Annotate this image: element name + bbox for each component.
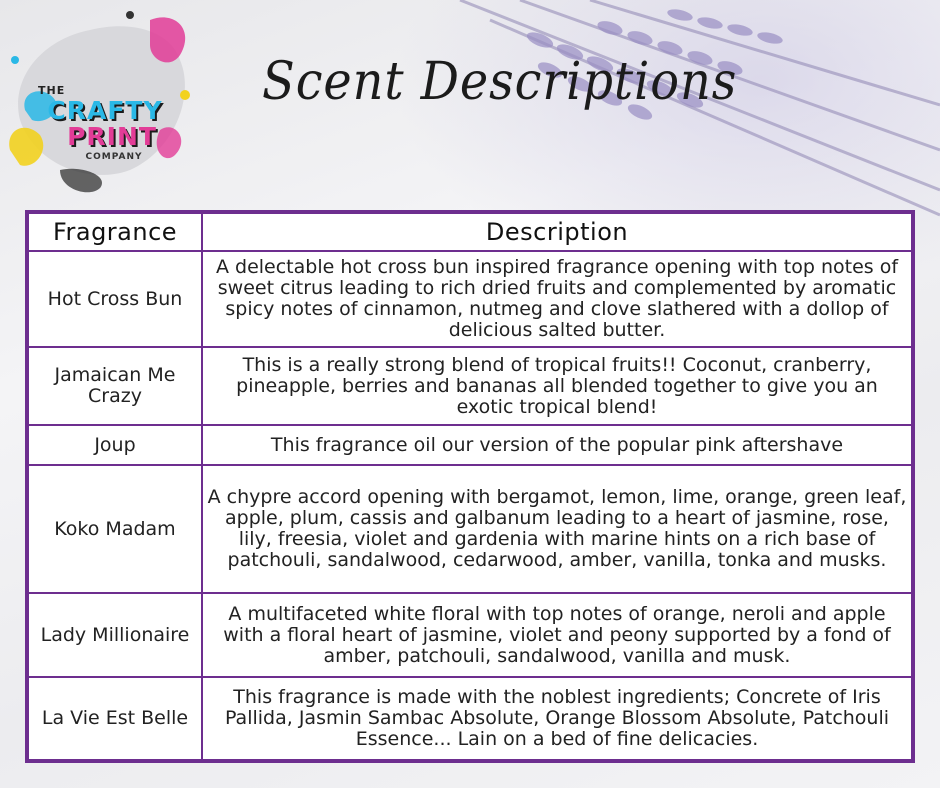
description-cell: A multifaceted white floral with top notes of orange, neroli and apple with a floral heart of jasmine, violet and peony supported by a fond of amber, patchouli, sandalwood, vanilla and musk. [202, 593, 912, 677]
fragrance-cell: Jamaican Me Crazy [28, 347, 202, 425]
description-cell: A chypre accord opening with bergamot, lemon, lime, orange, green leaf, apple, plum, cassis and galbanum leading to a heart of jasmine, rose, lily, freesia, violet and gardenia with marine hints on a rich base of patchouli, sandalwood, cedarwood, amber, vanilla, tonka and musks. [202, 465, 912, 593]
description-cell: This fragrance oil our version of the popular pink aftershave [202, 425, 912, 465]
fragrance-cell: Hot Cross Bun [28, 251, 202, 347]
table-row [28, 465, 912, 593]
table-row [28, 347, 912, 425]
logo-crafty-text: CRAFTY [47, 96, 163, 125]
description-cell: A delectable hot cross bun inspired fragrance opening with top notes of sweet citrus leading to rich dried fruits and complemented by aromatic spicy notes of cinnamon, nutmeg and clove slathered with a dollop of delicious salted butter. [202, 251, 912, 347]
description-cell: This fragrance is made with the noblest ingredients; Concrete of Iris Pallida, Jasmin Sambac Absolute, Orange Blossom Absolute, Patchouli Essence... Lain on a bed of fine delicacies. [202, 677, 912, 760]
header-description: Description [202, 213, 912, 251]
fragrance-cell: Koko Madam [28, 465, 202, 593]
table-header-row [28, 213, 912, 251]
fragrance-cell: La Vie Est Belle [28, 677, 202, 760]
scent-table [27, 212, 913, 761]
logo-the-text: THE [38, 84, 66, 97]
fragrance-cell: Joup [28, 425, 202, 465]
fragrance-cell: Lady Millionaire [28, 593, 202, 677]
table-row [28, 593, 912, 677]
description-cell: This is a really strong blend of tropical fruits!! Coconut, cranberry, pineapple, berries and bananas all blended together to give you an exotic tropical blend! [202, 347, 912, 425]
table-row [28, 251, 912, 347]
logo-print-text: PRINT [67, 122, 157, 151]
logo-company-text: COMPANY [85, 152, 143, 162]
table-row [28, 425, 912, 465]
page-title: Scent Descriptions [262, 52, 738, 112]
scent-table-container [25, 210, 915, 763]
crafty-print-logo [0, 0, 205, 205]
table-row [28, 677, 912, 760]
header-fragrance: Fragrance [28, 213, 202, 251]
